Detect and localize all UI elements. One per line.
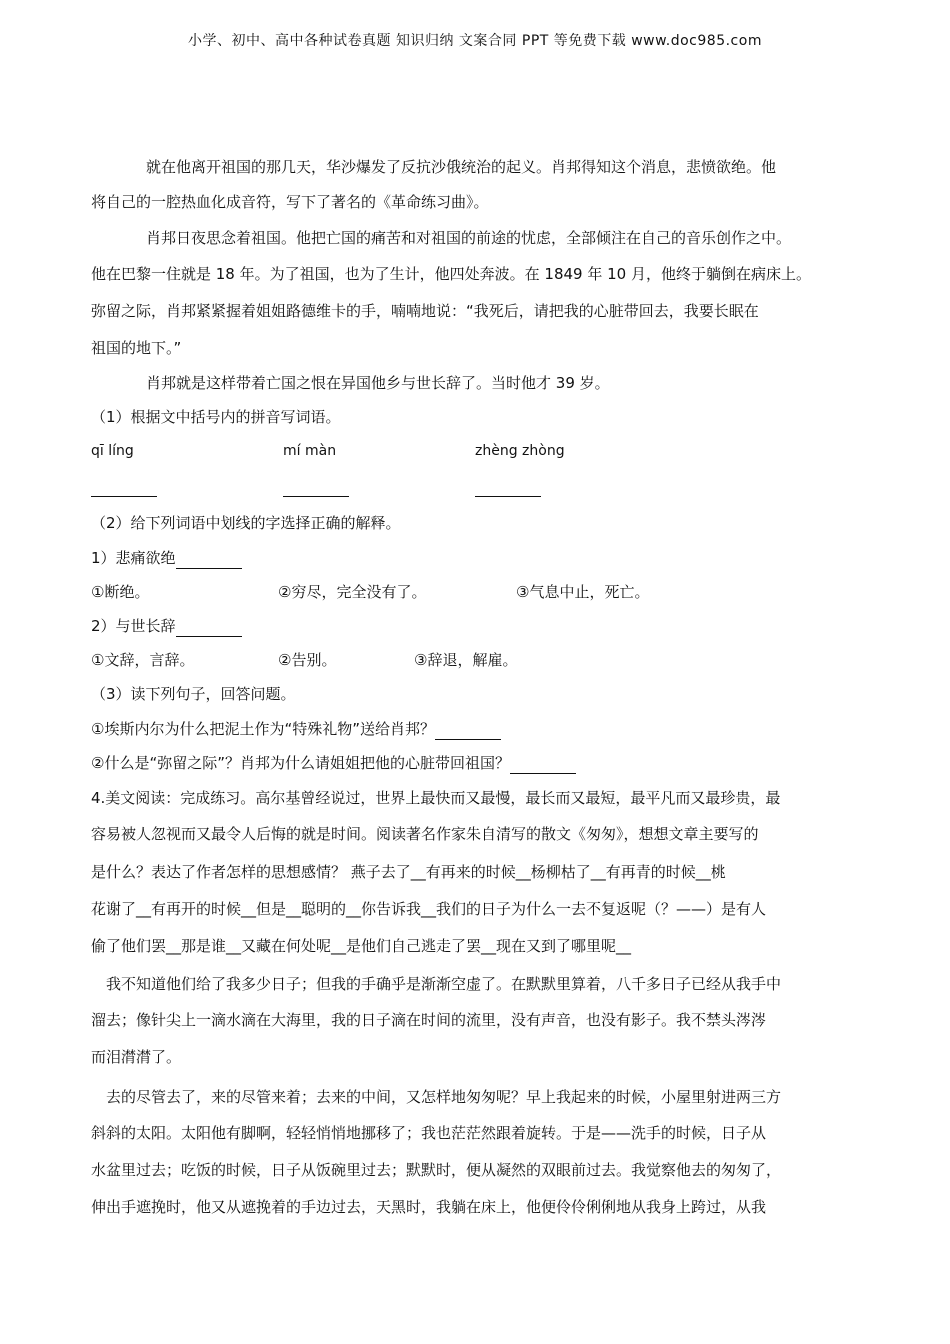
- passage-paragraph-2-line: 溜去；像针尖上一滴水滴在大海里，我的日子滴在时间的流里，没有声音，也没有影子。我不禁头涔涔: [91, 1011, 767, 1029]
- question-4-line: 4.美文阅读：完成练习。高尔基曾经说过，世界上最快而又最慢，最长而又最短，最平凡而又最珍贵，最: [91, 789, 781, 807]
- pinyin-1: qī líng: [91, 443, 134, 459]
- passage-line: 将自己的一腔热血化成音符，写下了著名的《革命练习曲》。: [91, 193, 489, 211]
- pinyin-3: zhèng zhòng: [475, 443, 565, 459]
- passage-line: 肖邦日夜思念着祖国。他把亡国的痛苦和对祖国的前途的忧虑，全部倾注在自己的音乐创作之中。: [146, 229, 792, 247]
- question-4-line: 花谢了__有再开的时候__但是__聪明的__你告诉我__我们的日子为什么一去不复返呢（？——）是有人: [91, 900, 767, 918]
- passage-paragraph-3-line: 伸出手遮挽时，他又从遮挽着的手边过去，天黑时，我躺在床上，他便伶伶俐俐地从我身上跨过，从我: [91, 1198, 767, 1216]
- question-2-item-1: [91, 547, 242, 569]
- option-1-1: ①断绝。: [91, 583, 150, 601]
- sentence-1-blank[interactable]: [435, 721, 501, 740]
- passage-line: 祖国的地下。”: [91, 339, 182, 357]
- option-1-3: ③气息中止，死亡。: [516, 583, 650, 601]
- question-3-sentence-1: [91, 718, 501, 740]
- sentence-1-text: ①埃斯内尔为什么把泥土作为“特殊礼物”送给肖邦？: [91, 720, 435, 738]
- answer-blank-1[interactable]: [91, 475, 157, 497]
- passage-line: 弥留之际，肖邦紧紧握着姐姐路德维卡的手，喃喃地说：“我死后，请把我的心脏带回去，我要长眠在: [91, 302, 759, 320]
- option-2-3: ③辞退，解雇。: [414, 651, 518, 669]
- option-2-2: ②告别。: [278, 651, 337, 669]
- question-2-title: （2）给下列词语中划线的字选择正确的解释。: [91, 514, 401, 532]
- option-1-2: ②穷尽，完全没有了。: [278, 583, 427, 601]
- passage-paragraph-3-line: 斜斜的太阳。太阳他有脚啊，轻轻悄悄地挪移了；我也茫茫然跟着旋转。于是——洗手的时候，日子从: [91, 1124, 767, 1142]
- item-1-blank[interactable]: [176, 550, 242, 569]
- passage-paragraph-3-line: 水盆里过去；吃饭的时候，日子从饭碗里过去；默默时，便从凝然的双眼前过去。我觉察他去的匆匆了，: [91, 1161, 782, 1179]
- option-2-1: ①文辞，言辞。: [91, 651, 195, 669]
- page-header: 小学、初中、高中各种试卷真题 知识归纳 文案合同 PPT 等免费下载 www.doc985.com: [188, 33, 762, 49]
- item-2-word: 2）与世长辞: [91, 617, 176, 635]
- item-2-blank[interactable]: [176, 618, 242, 637]
- passage-line: 他在巴黎一住就是 18 年。为了祖国，也为了生计，他四处奔波。在 1849 年 10 月，他终于躺倒在病床上。: [91, 265, 811, 283]
- question-1-title: （1）根据文中括号内的拼音写词语。: [91, 408, 341, 426]
- pinyin-2: mí màn: [283, 443, 337, 459]
- question-4-line: 偷了他们罢__那是谁__又藏在何处呢__是他们自己逃走了罢__现在又到了哪里呢__: [91, 937, 632, 955]
- sentence-2-text: ②什么是“弥留之际”？肖邦为什么请姐姐把他的心脏带回祖国？: [91, 754, 510, 772]
- question-4-line: 是什么？表达了作者怎样的思想感情？ 燕子去了__有再来的时候__杨柳枯了__有再青的时候__桃: [91, 863, 726, 881]
- question-3-sentence-2: [91, 752, 576, 774]
- passage-line: 就在他离开祖国的那几天，华沙爆发了反抗沙俄统治的起义。肖邦得知这个消息，悲愤欲绝。他: [146, 158, 777, 176]
- question-4-line: 容易被人忽视而又最令人后悔的就是时间。阅读著名作家朱自清写的散文《匆匆》，想想文章主要写的: [91, 825, 759, 843]
- passage-line: 肖邦就是这样带着亡国之恨在异国他乡与世长辞了。当时他才 39 岁。: [146, 374, 610, 392]
- answer-blank-2[interactable]: [283, 475, 349, 497]
- answer-blank-3[interactable]: [475, 475, 541, 497]
- passage-paragraph-2-line: 我不知道他们给了我多少日子；但我的手确乎是渐渐空虚了。在默默里算着，八千多日子已经从我手中: [106, 975, 782, 993]
- passage-paragraph-2-line: 而泪潸潸了。: [91, 1048, 182, 1066]
- sentence-2-blank[interactable]: [510, 755, 576, 774]
- question-2-item-2: [91, 615, 242, 637]
- passage-paragraph-3-line: 去的尽管去了，来的尽管来着；去来的中间，又怎样地匆匆呢？早上我起来的时候，小屋里射进两三方: [106, 1088, 782, 1106]
- question-3-title: （3）读下列句子，回答问题。: [91, 685, 296, 703]
- item-1-word: 1）悲痛欲绝: [91, 549, 176, 567]
